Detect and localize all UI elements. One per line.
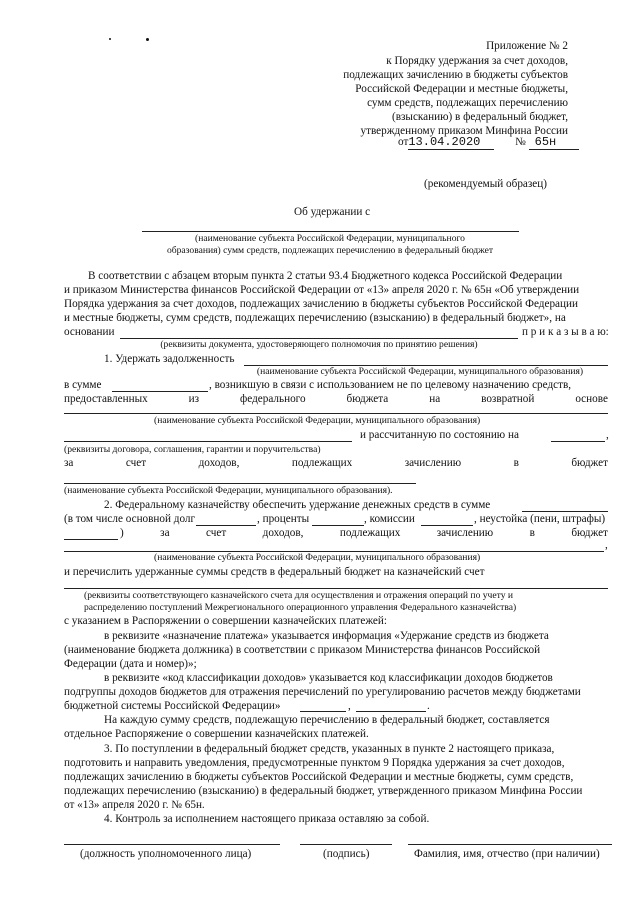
p2-line: в реквизите «код классификации доходов» указывается код классификации доходов бюджетов <box>104 672 553 684</box>
budget-subject-line <box>64 413 608 414</box>
scan-speck <box>146 38 149 41</box>
subject-name-line <box>142 231 519 232</box>
p2-line: бюджетной системы Российской Федерации» <box>64 700 281 712</box>
basis-caption: (реквизиты документа, удостоверяющего полномочия по принятию решения) <box>160 339 478 350</box>
signature-line <box>300 844 392 845</box>
p1-justified-line <box>64 457 608 470</box>
word: счет <box>125 457 147 469</box>
position-line <box>64 844 280 845</box>
word: зачислению <box>436 527 494 539</box>
p3-line: подготовить и направить уведомления, предусмотренные пунктом 9 Порядка удержания за счет доходов, <box>64 757 565 769</box>
p2-line: Федерации (дата и номер)»; <box>64 658 197 670</box>
appendix-line: сумм средств, подлежащих перечислению <box>367 97 568 109</box>
word: на <box>429 393 441 405</box>
intro-line: В соответствии с абзацем вторым пункта 2 статьи 93.4 Бюджетного кодекса Российской Федерации <box>88 270 563 282</box>
word: бюджет <box>571 457 608 469</box>
subject-caption: образования) сумм средств, подлежащих перечислению в федеральный бюджет <box>166 245 494 256</box>
p2-line: подгруппы доходов бюджетов для отражения перечислений по урегулированию расчетов между бюджетами <box>64 686 581 698</box>
word: в <box>529 527 535 539</box>
p3-line: подлежащих перечислению (взысканию) в федеральный бюджет, утвержденного приказом Минфина России <box>64 785 583 797</box>
p1-line: 1. Удержать задолженность <box>104 353 235 365</box>
word: за <box>160 527 170 539</box>
p2-line: , неустойка (пени, штрафы) <box>474 513 606 525</box>
word: подлежащих <box>291 457 353 469</box>
appendix-line: (взысканию) в федеральный бюджет, <box>392 111 568 123</box>
penalty-line <box>64 539 118 540</box>
p2-line: На каждую сумму средств, подлежащую перечислению в федеральный бюджет, составляется <box>104 714 550 726</box>
appendix-lines <box>268 54 568 139</box>
p1-caption: (реквизиты договора, соглашения, гарантии и поручительства) <box>64 444 321 455</box>
p2-line: и перечислить удержанные суммы средств в федеральный бюджет на казначейский счет <box>64 566 485 578</box>
word: из <box>188 393 200 405</box>
order-verb: п р и к а з ы в а ю: <box>522 326 609 338</box>
p1-justified-line <box>64 393 608 406</box>
word: предоставленных <box>64 393 148 405</box>
p2-line: в реквизите «назначение платежа» указывается информация «Удержание средств из бюджета <box>104 630 549 642</box>
appendix-line: к Порядку удержания за счет доходов, <box>386 55 568 67</box>
order-number: 65н <box>529 136 579 150</box>
appendix-line: подлежащих зачислению в бюджеты субъектов <box>343 69 568 81</box>
p1-caption: (наименование субъекта Российской Федерации, муниципального образования). <box>64 485 393 496</box>
principal-line <box>196 525 256 526</box>
word: ) <box>120 527 124 539</box>
code-line-1 <box>300 711 346 712</box>
word: зачислению <box>404 457 462 469</box>
number-prefix: № <box>515 136 526 148</box>
p1-line: и рассчитанную по состоянию на <box>360 429 519 441</box>
amount-line <box>112 391 208 392</box>
signature-sign-caption: (подпись) <box>323 848 370 860</box>
word: в <box>513 457 519 469</box>
intro-line: и местные бюджеты, сумм средств, подлежащих перечислению (взысканию) в федеральный бюджет», на <box>64 312 566 324</box>
appendix-line: утвержденному приказом Минфина России <box>360 125 568 137</box>
p2-line: (наименование бюджета должника) в соответствии с приказом Министерства финансов Российской <box>64 644 541 656</box>
agreement-line <box>64 441 352 442</box>
p2-line: , <box>348 700 351 712</box>
word: доходов, <box>198 457 240 469</box>
signature-position-caption: (должность уполномоченного лица) <box>80 848 252 860</box>
p2-caption: (реквизиты соответствующего казначейского счета для осуществления и отражения операций по учету и <box>84 590 514 601</box>
p3-line: от «13» апреля 2020 г. № 65н. <box>64 799 205 811</box>
p2-line: (в том числе основной долг <box>64 513 196 525</box>
word: за <box>64 457 74 469</box>
intro-line: основании <box>64 326 115 338</box>
p2-caption: распределению поступлений Межрегионального операционного управления Федерального казначейства) <box>84 602 517 613</box>
order-date: 13.04.2020 <box>408 136 494 150</box>
p3-line: 3. По поступлении в федеральный бюджет средств, указанных в пункте 2 настоящего приказа, <box>104 743 555 755</box>
word: доходов, <box>262 527 304 539</box>
p2-line: с указанием в Распоряжении о совершении казначейских платежей: <box>64 615 387 627</box>
code-line-2 <box>356 711 426 712</box>
income-subject-line <box>64 483 416 484</box>
p1-caption: (наименование субъекта Российской Федерации, муниципального образования) <box>154 415 481 426</box>
appendix-title: Приложение № 2 <box>486 40 568 52</box>
p2-amount-line <box>522 511 608 512</box>
word: бюджет <box>571 527 608 539</box>
treasury-account-line <box>64 588 608 589</box>
p1-caption: (наименование субъекта Российской Федерации, муниципального образования) <box>256 366 584 377</box>
p4-line: 4. Контроль за исполнением настоящего приказа оставляю за собой. <box>104 813 430 825</box>
document-heading: Об удержании с <box>294 206 371 218</box>
intro-line: и приказом Министерства финансов Российской Федерации от «13» апреля 2020 г. № 65н «Об утверждении <box>64 284 580 296</box>
p1-line: в сумме <box>64 379 102 391</box>
word: подлежащих <box>339 527 401 539</box>
appendix-line: Российской Федерации и местные бюджеты, <box>355 83 568 95</box>
from-prefix: от <box>398 136 409 148</box>
word: счет <box>206 527 227 539</box>
appendix-date-row <box>398 136 579 150</box>
word: бюджета <box>346 393 389 405</box>
scan-speck <box>109 38 111 40</box>
p1-line: , <box>606 429 609 441</box>
p2-justified-line <box>120 527 608 540</box>
recommended-sample: (рекомендуемый образец) <box>424 178 547 190</box>
word: возвратной <box>481 393 535 405</box>
p3-line: подлежащих зачислению в бюджеты субъектов Российской Федерации и местные бюджеты, сумм средств, <box>64 771 574 783</box>
intro-line: Порядка удержания за счет доходов, подлежащих зачислению в бюджеты субъектов Российской Федерации <box>64 298 578 310</box>
p2-comma: , <box>605 539 608 551</box>
subject-caption: (наименование субъекта Российской Федерации, муниципального <box>195 233 465 244</box>
p2-line: . <box>427 700 430 712</box>
word: федерального <box>240 393 306 405</box>
signature-name-caption: Фамилия, имя, отчество (при наличии) <box>414 848 600 860</box>
commission-line <box>421 525 473 526</box>
p1-line: , возникшую в связи с использованием не по целевому назначению средств, <box>209 379 572 391</box>
p2-line: отдельное Распоряжение о совершении казначейских платежей. <box>64 728 369 740</box>
interest-line <box>312 525 364 526</box>
date-state-line <box>551 441 605 442</box>
p2-caption: (наименование субъекта Российской Федерации, муниципального образования) <box>154 552 481 563</box>
word: основе <box>575 393 608 405</box>
name-line <box>408 844 612 845</box>
p2-line: , проценты <box>257 513 310 525</box>
p2-line: 2. Федеральному казначейству обеспечить удержание денежных средств в сумме <box>104 499 491 511</box>
p2-line: , комиссии <box>364 513 415 525</box>
